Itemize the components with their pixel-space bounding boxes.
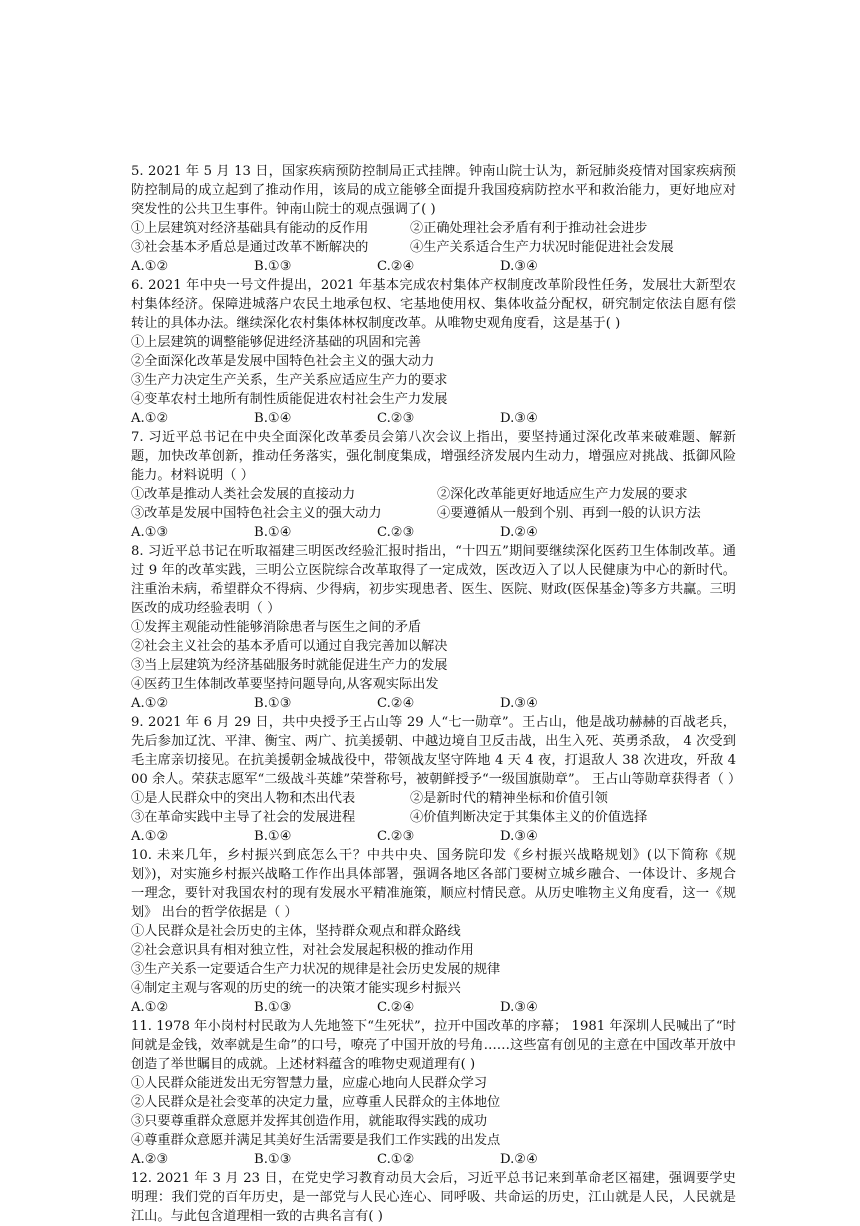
question-11 xyxy=(131,1017,736,1169)
statement: ④变革农村土地所有制性质能促进农村社会生产力发展 xyxy=(131,392,448,407)
question-7 xyxy=(131,428,736,542)
statement: ②全面深化改革是发展中国特色社会主义的强大动力 xyxy=(131,354,435,369)
statement: ③改革是发展中国特色社会主义的强大动力 xyxy=(131,506,382,521)
question-12 xyxy=(131,1169,736,1226)
statement-pair xyxy=(131,504,736,523)
choice-d: D.②④ xyxy=(500,1152,538,1167)
answer-choices xyxy=(131,523,736,542)
question-stem: 9. 2021 年 6 月 29 日，共中央授予王占山等 29 人“七一勋章”。王占山，他是战功赫赫的百战老兵，先后参加辽沈、平津、衡宝、两广、抗美援朝、中越边境自卫反击战，出生入死、英勇杀敌， 4 次受到毛主席亲切接见。在抗美援朝金城战役中，带领战友坚守阵地 4 天 4 夜，打退敌人 38 次进攻，歼敌 400 余人。荣获志愿军“二级战斗英雄”荣誉称号，被朝鲜授予“一级国旗勋章”。 王占山等勋章获得者（ ） xyxy=(131,715,742,787)
choice-d: D.③④ xyxy=(500,259,538,274)
question-10 xyxy=(131,846,736,1017)
choice-a: A.①③ xyxy=(131,525,169,540)
question-stem: 10. 未来几年，乡村振兴到底怎么干？中共中央、国务院印发《乡村振兴战略规划》(以下简称《规划》)，对实施乡村振兴战略工作作出具体部署，强调各地区各部门要树立城乡融合、一体设计、多规合一理念，要针对我国农村的现有发展水平精准施策，顺应村情民意。从历史唯物主义角度看，这一《规划》 出台的哲学依据是（ ） xyxy=(131,848,736,920)
choice-d: D.③④ xyxy=(500,696,538,711)
answer-choices xyxy=(131,694,736,713)
statement: ①发挥主观能动性能够消除患者与医生之间的矛盾 xyxy=(131,620,422,635)
statement: ④要遵循从一般到个别、再到一般的认识方法 xyxy=(437,506,701,521)
choice-c: C.①② xyxy=(377,1152,415,1167)
question-stem: 6. 2021 年中央一号文件提出，2021 年基本完成农村集体产权制度改革阶段性任务，发展壮大新型农村集体经济。保障进城落户农民土地承包权、宅基地使用权、集体收益分配权，研究制定依法自愿有偿转让的具体办法。继续深化农村集体林权制度改革。从唯物史观角度看，这是基于( ) xyxy=(131,278,736,331)
choice-b: B.①③ xyxy=(254,1000,292,1015)
choice-a: A.①② xyxy=(131,411,169,426)
question-stem: 11. 1978 年小岗村村民敢为人先地签下“生死状”，拉开中国改革的序幕； 1981 年深圳人民喊出了“时间就是金钱，效率就是生命”的口号，嘹亮了中国开放的号角……这些富有创见的主意在中国改革开放中创造了举世瞩目的成就。上述材料蕴含的唯物史观道理有( ) xyxy=(131,1019,736,1072)
answer-choices xyxy=(131,409,736,428)
statement: ③在革命实践中主导了社会的发展进程 xyxy=(131,810,356,825)
statement: ③生产关系一定要适合生产力状况的规律是社会历史发展的规律 xyxy=(131,962,501,977)
question-stem: 8. 习近平总书记在听取福建三明医改经验汇报时指出，“十四五”期间要继续深化医药卫生体制改革。通过 9 年的改革实践，三明公立医院综合改革取得了一定成效，医改迈入了以人民健康为中心的新时代。注重治未病，希望群众不得病、少得病，初步实现患者、医生、医院、财政(医保基金)等多方共赢。三明医改的成功经验表明（ ） xyxy=(131,544,736,616)
choice-b: B.①③ xyxy=(254,1152,292,1167)
question-sheet xyxy=(131,162,742,1226)
statement: ①人民群众能迸发出无穷智慧力量，应虚心地向人民群众学习 xyxy=(131,1076,488,1091)
choice-b: B.①④ xyxy=(254,525,292,540)
choice-a: A.①② xyxy=(131,1000,169,1015)
statement: ②深化改革能更好地适应生产力发展的要求 xyxy=(437,487,688,502)
choice-a: A.①② xyxy=(131,259,169,274)
statement: ④制定主观与客观的历史的统一的决策才能实现乡村振兴 xyxy=(131,981,461,996)
choice-d: D.②④ xyxy=(500,525,538,540)
answer-choices xyxy=(131,998,736,1017)
choice-c: C.②③ xyxy=(377,829,415,844)
choice-b: B.①③ xyxy=(254,259,292,274)
statement: ④生产关系适合生产力状况时能促进社会发展 xyxy=(410,240,674,255)
choice-c: C.②③ xyxy=(377,525,415,540)
statement: ③社会基本矛盾总是通过改革不断解决的 xyxy=(131,240,369,255)
statement: ④价值判断决定于其集体主义的价值选择 xyxy=(410,810,648,825)
statement: ①上层建筑的调整能够促进经济基础的巩固和完善 xyxy=(131,335,422,350)
choice-c: C.②④ xyxy=(377,696,415,711)
choice-d: D.③④ xyxy=(500,829,538,844)
question-stem: 12. 2021 年 3 月 23 日，在党史学习教育动员大会后，习近平总书记来到革命老区福建，强调要学史明理：我们党的百年历史，是一部党与人民心连心、同呼吸、共命运的历史，江山就是人民，人民就是江山。与此包含道理相一致的古典名言有( ) xyxy=(131,1171,736,1224)
choice-a: A.①② xyxy=(131,829,169,844)
statement: ④医药卫生体制改革要坚持问题导向,从客观实际出发 xyxy=(131,677,439,692)
statement: ②正确处理社会矛盾有利于推动社会进步 xyxy=(410,221,648,236)
statement-pair xyxy=(131,485,736,504)
choice-c: C.②③ xyxy=(377,411,415,426)
statement: ③生产力决定生产关系，生产关系应适应生产力的要求 xyxy=(131,373,448,388)
statement-pair xyxy=(131,238,736,257)
question-5 xyxy=(131,162,736,276)
statement: ①改革是推动人类社会发展的直接动力 xyxy=(131,487,356,502)
statement: ①上层建筑对经济基础具有能动的反作用 xyxy=(131,221,369,236)
question-9 xyxy=(131,713,742,846)
choice-b: B.①③ xyxy=(254,696,292,711)
statement-pair xyxy=(131,789,736,808)
choice-c: C.②④ xyxy=(377,1000,415,1015)
answer-choices xyxy=(131,827,736,846)
question-8 xyxy=(131,542,736,713)
question-6 xyxy=(131,276,736,428)
statement-pair xyxy=(131,219,736,238)
statement: ③当上层建筑为经济基础服务时就能促进生产力的发展 xyxy=(131,658,448,673)
statement: ①是人民群众中的突出人物和杰出代表 xyxy=(131,791,356,806)
statement: ②社会意识具有相对独立性，对社会发展起积极的推动作用 xyxy=(131,943,474,958)
statement: ②是新时代的精神坐标和价值引领 xyxy=(410,791,608,806)
statement: ②人民群众是社会变革的决定力量，应尊重人民群众的主体地位 xyxy=(131,1095,501,1110)
question-stem: 5. 2021 年 5 月 13 日，国家疾病预防控制局正式挂牌。钟南山院士认为，新冠肺炎疫情对国家疾病预防控制局的成立起到了推动作用，该局的成立能够全面提升我国疫病防控水平和救治能力，更好地应对突发性的公共卫生事件。钟南山院士的观点强调了( ) xyxy=(131,164,736,217)
answer-choices xyxy=(131,1150,736,1169)
choice-c: C.②④ xyxy=(377,259,415,274)
choice-d: D.③④ xyxy=(500,1000,538,1015)
choice-b: B.①④ xyxy=(254,411,292,426)
choice-b: B.①④ xyxy=(254,829,292,844)
statement-pair xyxy=(131,808,736,827)
statement: ②社会主义社会的基本矛盾可以通过自我完善加以解决 xyxy=(131,639,448,654)
choice-a: A.②③ xyxy=(131,1152,169,1167)
choice-d: D.③④ xyxy=(500,411,538,426)
statement: ④尊重群众意愿并满足其美好生活需要是我们工作实践的出发点 xyxy=(131,1133,501,1148)
statement: ①人民群众是社会历史的主体，坚持群众观点和群众路线 xyxy=(131,924,461,939)
answer-choices xyxy=(131,257,736,276)
statement: ③只要尊重群众意愿并发挥其创造作用，就能取得实践的成功 xyxy=(131,1114,488,1129)
choice-a: A.①② xyxy=(131,696,169,711)
question-stem: 7. 习近平总书记在中央全面深化改革委员会第八次会议上指出，要坚持通过深化改革来破难题、解新题，加快改革创新，推动任务落实，强化制度集成，增强经济发展内生动力，增强应对挑战、抵御风险能力。材料说明（ ） xyxy=(131,430,736,483)
